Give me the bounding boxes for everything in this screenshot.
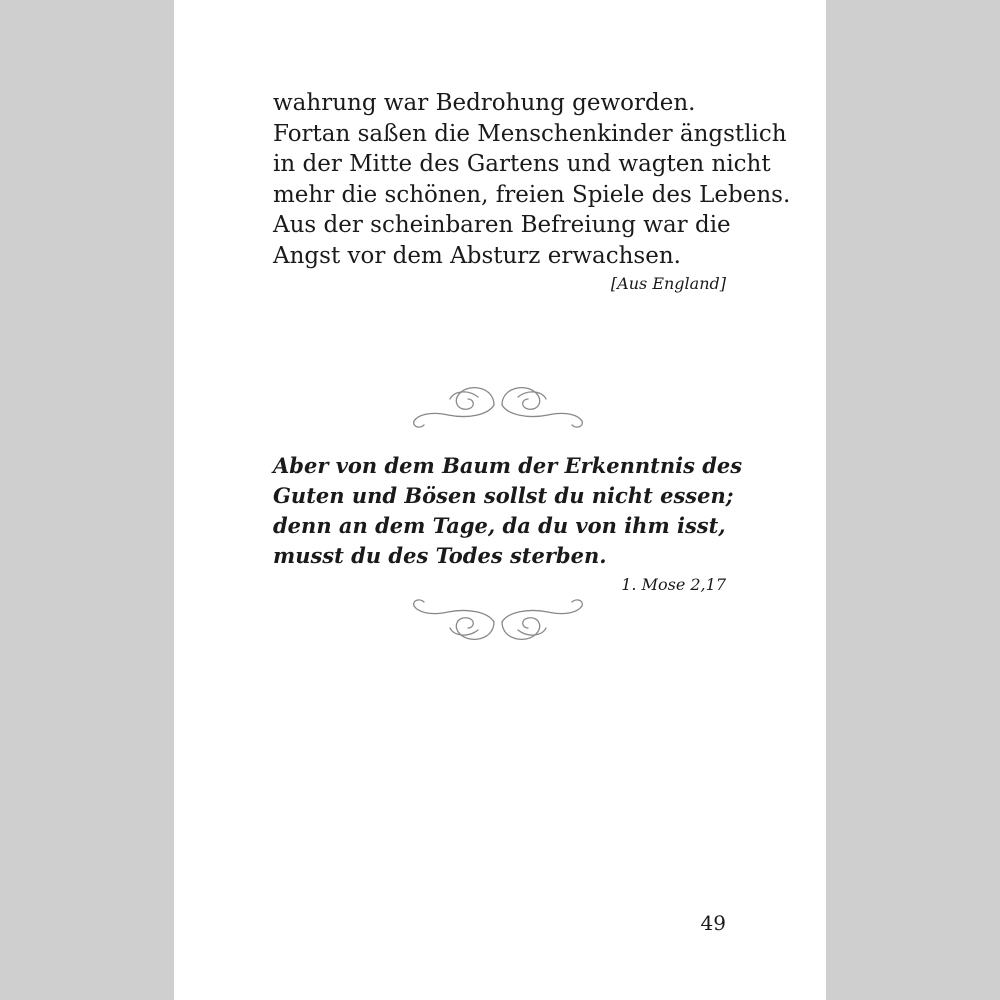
quote-line: Guten und Bösen sollst du nicht essen;: [273, 483, 734, 508]
prose-line: Aus der scheinbaren Befreiung war die: [273, 212, 731, 238]
quote-line: denn an dem Tage, da du von ihm isst,: [273, 513, 726, 538]
prose-paragraph: [273, 88, 791, 271]
prose-line: Fortan saßen die Menschenkinder ängstlich: [273, 120, 787, 147]
bible-quote: [273, 451, 743, 571]
prose-line: wahrung war Bedrohung geworden.: [273, 90, 696, 116]
book-page: [174, 0, 826, 1000]
quote-line: Aber von dem Baum der Erkenntnis des: [273, 453, 743, 478]
prose-line: in der Mitte des Gartens und wagten nicht: [273, 151, 771, 177]
prose-line: mehr die schönen, freien Spiele des Lebens.: [273, 181, 791, 208]
prose-line: Angst vor dem Absturz erwachsen.: [273, 242, 681, 269]
flourish-ornament-bottom: [408, 592, 588, 652]
quote-reference: 1. Mose 2,17: [621, 575, 726, 594]
flourish-ornament-top: [408, 375, 588, 435]
page-number: 49: [700, 911, 726, 935]
prose-source: [Aus England]: [610, 274, 726, 293]
quote-line: musst du des Todes sterben.: [273, 543, 607, 568]
